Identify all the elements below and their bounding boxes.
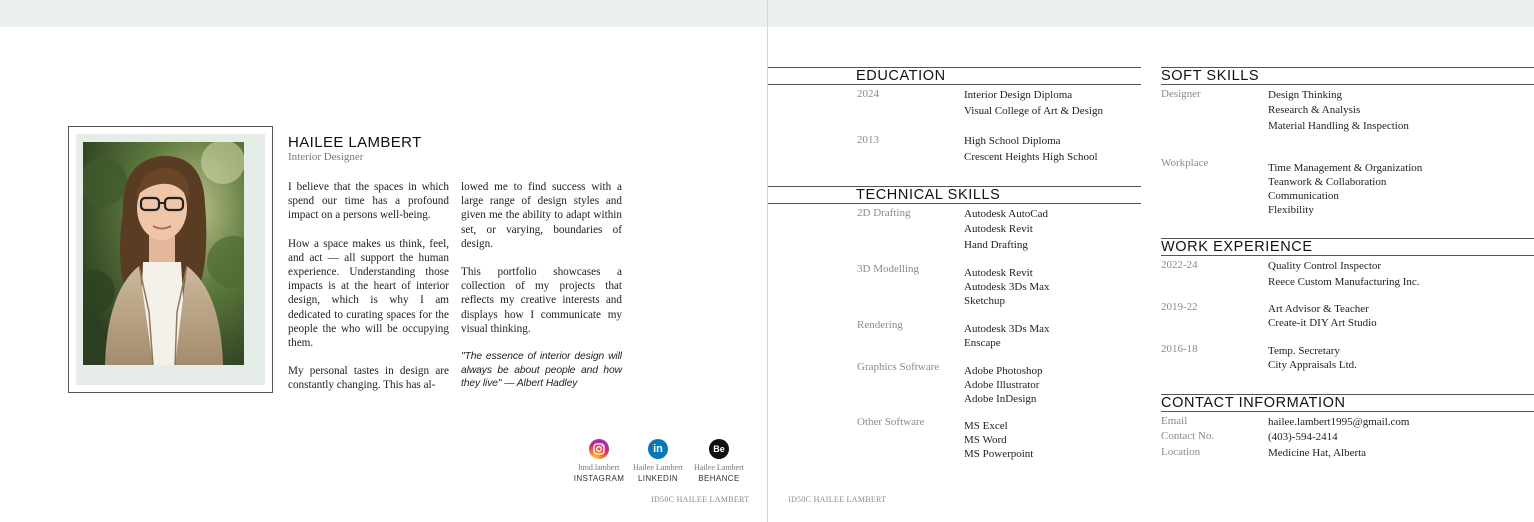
education-year: 2013: [857, 134, 879, 146]
skill-item: Adobe Illustrator: [964, 379, 1040, 391]
portrait-frame: [68, 126, 273, 393]
profile-title: Interior Designer: [288, 151, 364, 163]
skill-item: Hand Drafting: [964, 239, 1028, 251]
page-footer-left: ID50C HAILEE LAMBERT: [651, 495, 750, 504]
skill-item: Autodesk 3Ds Max: [964, 323, 1050, 335]
work-years: 2016-18: [1161, 343, 1198, 355]
contact-label: Email: [1161, 415, 1188, 427]
skill-group-label: Graphics Software: [857, 361, 940, 373]
education-line: Interior Design Diploma: [964, 89, 1073, 101]
social-platform: LINKEDIN: [637, 474, 679, 483]
bio-paragraph: My personal tastes in design are constantly changing. This has al-: [288, 365, 449, 392]
skill-item: Adobe Photoshop: [964, 365, 1043, 377]
education-heading: EDUCATION: [768, 67, 1141, 85]
skill-item: Autodesk Revit: [964, 267, 1033, 279]
skill-item: Adobe InDesign: [964, 393, 1037, 405]
contact-email[interactable]: hailee.lambert1995@gmail.com: [1268, 416, 1410, 428]
work-line: Temp. Secretary: [1268, 345, 1340, 357]
skill-group-label: Workplace: [1161, 157, 1209, 169]
skill-item: Autodesk Revit: [964, 223, 1033, 235]
work-experience-heading: WORK EXPERIENCE: [1161, 238, 1534, 256]
skill-item: Communication: [1268, 190, 1339, 202]
skill-item: MS Excel: [964, 420, 1008, 432]
social-handle: hmd.lambert: [578, 463, 620, 472]
work-line: City Appraisals Ltd.: [1268, 359, 1357, 371]
technical-skills-heading: TECHNICAL SKILLS: [768, 186, 1141, 204]
contact-location: Medicine Hat, Alberta: [1268, 447, 1367, 459]
skill-group-label: 2D Drafting: [857, 207, 911, 219]
portrait-photo: [83, 142, 244, 365]
skill-item: MS Powerpoint: [964, 448, 1034, 460]
profile-name: HAILEE LAMBERT: [288, 134, 422, 151]
skill-item: Flexibility: [1268, 204, 1314, 216]
work-line: Create-it DIY Art Studio: [1268, 317, 1377, 329]
skill-item: Time Management & Organization: [1268, 162, 1423, 174]
skill-item: Material Handling & Inspection: [1268, 120, 1409, 132]
education-line: High School Diploma: [964, 135, 1061, 147]
skill-item: Research & Analysis: [1268, 104, 1361, 116]
skill-group-label: Rendering: [857, 319, 903, 331]
work-line: Quality Control Inspector: [1268, 260, 1382, 272]
bio-column-2: [461, 180, 622, 405]
skill-item: Enscape: [964, 337, 1001, 349]
soft-skills-heading: SOFT SKILLS: [1161, 67, 1534, 85]
work-line: Reece Custom Manufacturing Inc.: [1268, 276, 1420, 288]
bio-paragraph: This portfolio showcases a collection of my projects that reflects my creative interests and displays how I communicate my visual thinking.: [461, 266, 622, 335]
behance-icon[interactable]: Be: [709, 439, 729, 459]
social-platform: INSTAGRAM: [573, 474, 625, 483]
bio-paragraph: How a space makes us think, feel, and act — all support the human experience. Understanding those impacts is at the heart of interior design, which is why I am dedicated to curating spaces for the people the who will be occupying them.: [288, 237, 449, 350]
contact-label: Contact No.: [1161, 430, 1215, 442]
skill-item: Sketchup: [964, 295, 1005, 307]
work-line: Art Advisor & Teacher: [1268, 303, 1369, 315]
social-linkedin[interactable]: [625, 439, 691, 484]
education-year: 2024: [857, 88, 879, 100]
bio-paragraph: I believe that the spaces in which spend our time has a profound impact on a persons well-being.: [288, 181, 449, 222]
bio-column-1: [288, 180, 449, 407]
bio-paragraph: lowed me to find success with a large range of design styles and given me the ability to adapt within set, or varying, boundaries of design.: [461, 181, 622, 250]
skill-item: Autodesk AutoCad: [964, 208, 1049, 220]
social-instagram[interactable]: [566, 439, 632, 484]
education-line: Visual College of Art & Design: [964, 105, 1103, 117]
skill-group-label: Designer: [1161, 88, 1201, 100]
linkedin-icon[interactable]: in: [648, 439, 668, 459]
skill-item: MS Word: [964, 434, 1007, 446]
contact-heading: CONTACT INFORMATION: [1161, 394, 1534, 412]
social-behance[interactable]: [686, 439, 752, 484]
social-handle: Hailee Lambert: [694, 463, 744, 472]
contact-label: Location: [1161, 446, 1201, 458]
instagram-icon[interactable]: [589, 439, 609, 459]
skill-item: Design Thinking: [1268, 89, 1343, 101]
social-handle: Hailee Lambert: [633, 463, 683, 472]
contact-phone[interactable]: (403)-594-2414: [1268, 431, 1338, 443]
skill-group-label: Other Software: [857, 416, 925, 428]
quote: "The essence of interior design will always be about people and how they live" — Albert Hadley: [461, 351, 622, 390]
social-platform: BEHANCE: [698, 474, 740, 483]
work-years: 2022-24: [1161, 259, 1198, 271]
skill-item: Autodesk 3Ds Max: [964, 281, 1050, 293]
page-footer-right: ID50C HAILEE LAMBERT: [788, 495, 887, 504]
work-years: 2019-22: [1161, 301, 1198, 313]
skill-group-label: 3D Modelling: [857, 263, 920, 275]
skill-item: Teanwork & Collaboration: [1268, 176, 1387, 188]
education-line: Crescent Heights High School: [964, 151, 1098, 163]
